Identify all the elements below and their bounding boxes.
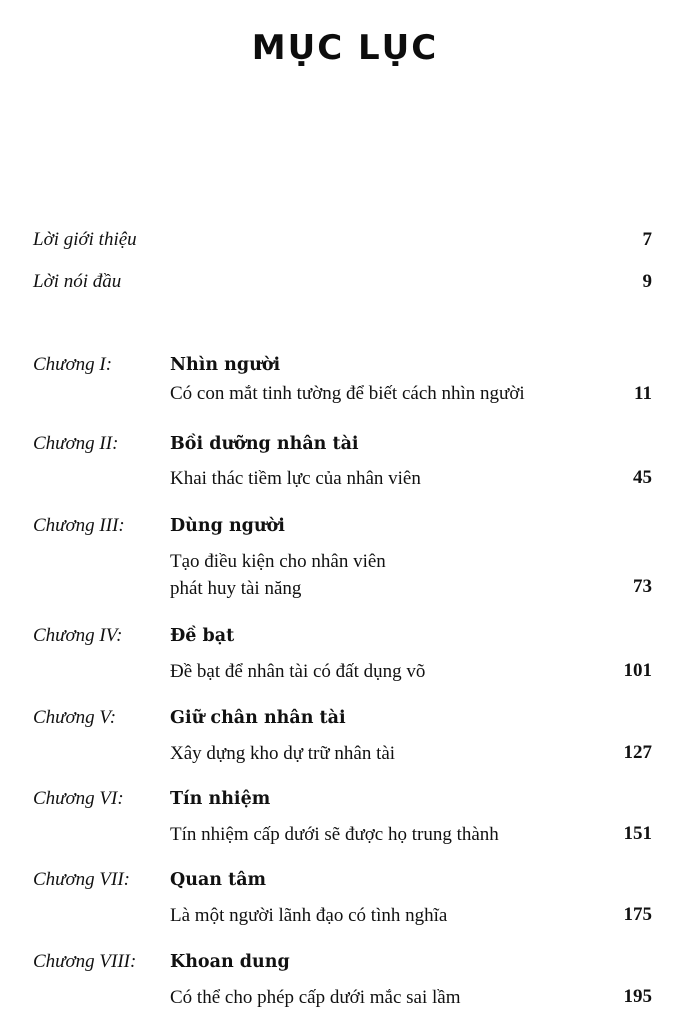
toc-page-number: 11 [634,383,652,404]
chapter-title: Dùng người [170,516,285,536]
toc-page-number: 9 [642,271,652,292]
chapter-subtitle: Có thể cho phép cấp dưới mắc sai lầm [170,987,461,1008]
chapter-subtitle: Xây dựng kho dự trữ nhân tài [170,743,396,764]
chapter-title: Bồi dưỡng nhân tài [170,434,359,454]
toc-page-number: 101 [623,660,652,681]
chapter-title: Nhìn người [170,355,281,375]
toc-page-number: 45 [633,467,652,488]
chapter-label: Chương V: [33,707,117,728]
chapter-label: Chương VI: [33,788,124,809]
chapter-title: Giữ chân nhân tài [170,708,346,728]
toc-entry-label: Lời giới thiệu [33,229,137,250]
toc-page-number: 151 [623,823,652,844]
toc-page-number: 73 [633,576,652,597]
chapter-subtitle: Khai thác tiềm lực của nhân viên [170,468,421,489]
chapter-label: Chương II: [33,433,119,454]
toc-page-number: 175 [623,904,652,925]
chapter-subtitle: Có con mắt tinh tường để biết cách nhìn người [170,383,525,404]
chapter-title: Quan tâm [170,870,267,890]
chapter-label: Chương VII: [33,869,131,890]
chapter-subtitle-line2: phát huy tài năng [170,578,302,599]
chapter-subtitle: Tín nhiệm cấp dưới sẽ được họ trung thành [170,824,499,845]
chapter-title: Đề bạt [170,626,235,646]
chapter-label: Chương I: [33,354,113,375]
toc-page-number: 195 [623,986,652,1007]
chapter-title: Tín nhiệm [170,789,271,809]
chapter-subtitle: Đề bạt để nhân tài có đất dụng võ [170,661,426,682]
toc-entry-label: Lời nói đầu [33,271,122,292]
chapter-label: Chương IV: [33,625,123,646]
page-title: MỤC LỤC [251,28,439,68]
chapter-subtitle: Là một người lãnh đạo có tình nghĩa [170,905,448,926]
toc-page-number: 127 [623,742,652,763]
toc-page-number: 7 [642,229,652,250]
chapter-label: Chương III: [33,515,125,536]
chapter-title: Khoan dung [170,952,290,972]
chapter-subtitle-line1: Tạo điều kiện cho nhân viên [170,551,386,572]
chapter-label: Chương VIII: [33,951,137,972]
